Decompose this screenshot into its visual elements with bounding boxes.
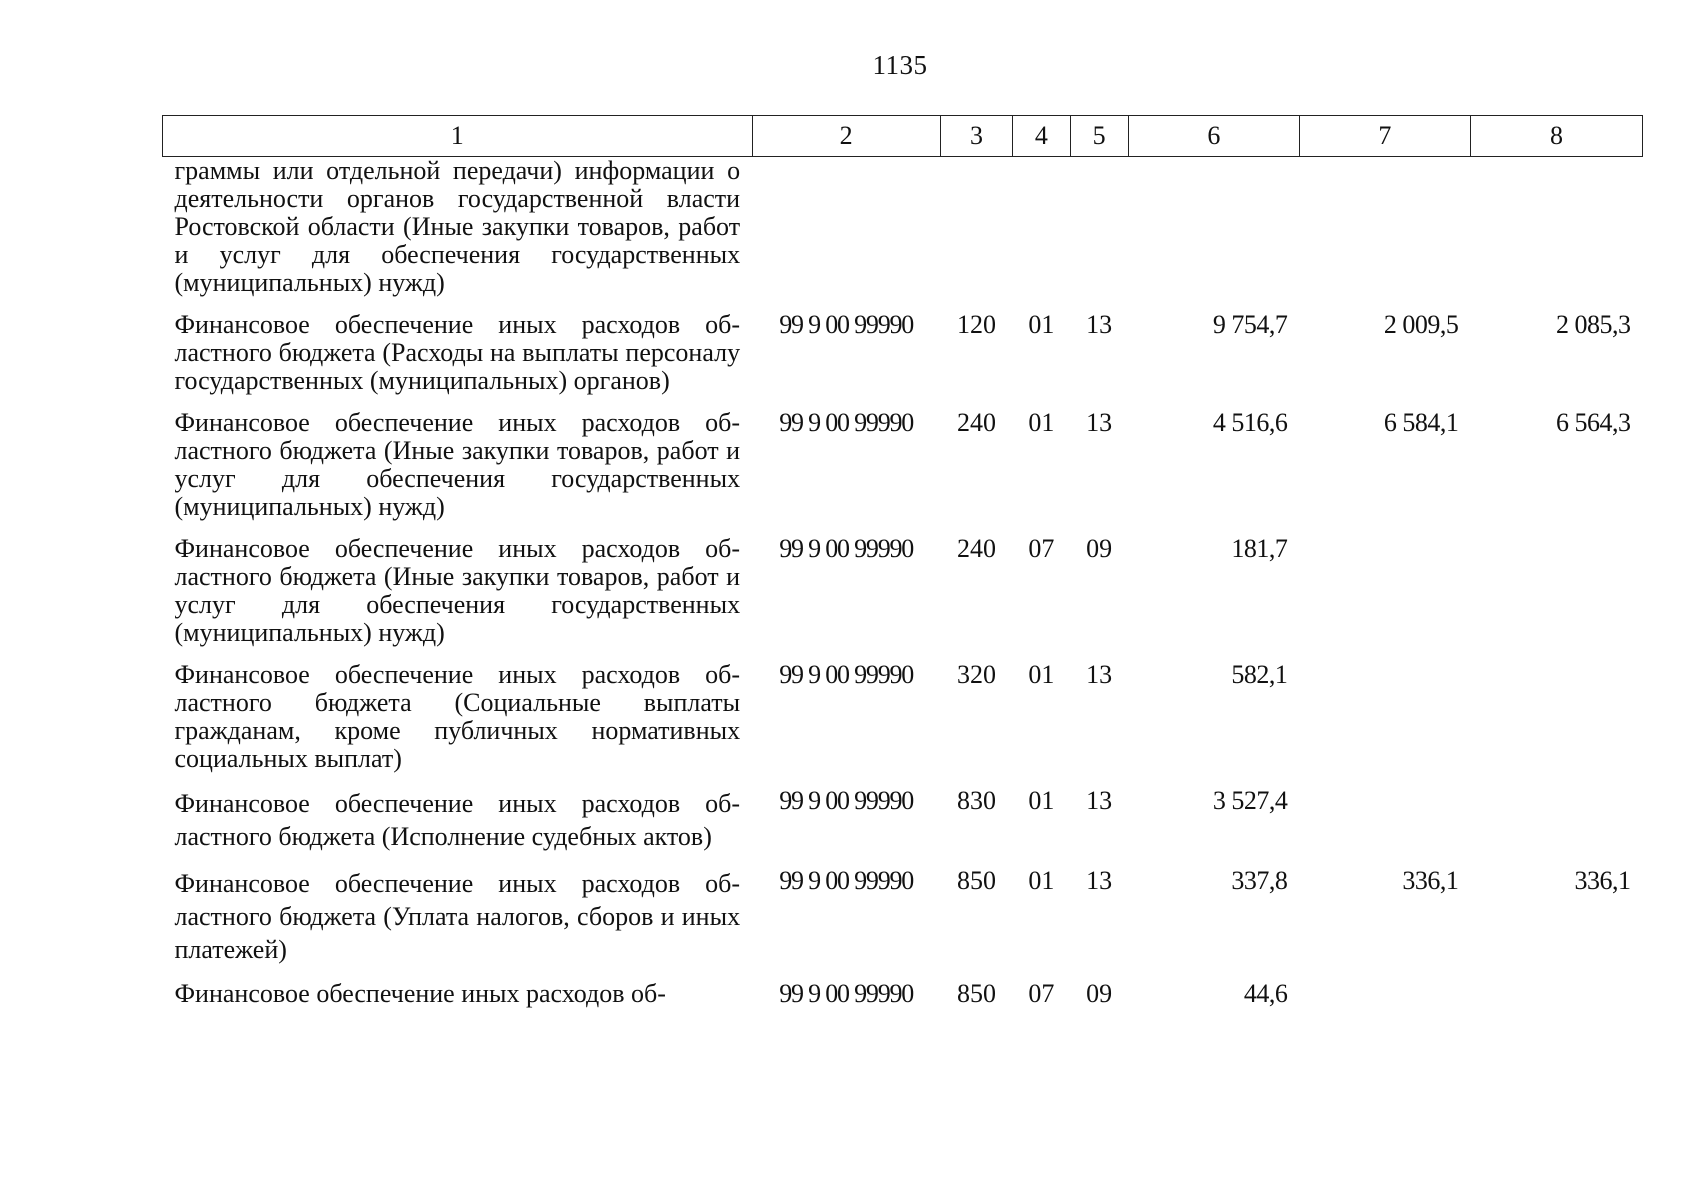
column-header-3: 3 xyxy=(940,116,1012,157)
row-expense-type: 120 xyxy=(956,310,996,339)
row-target-code: 99 9 00 99990 xyxy=(779,866,914,895)
row-section: 07 xyxy=(1028,979,1055,1008)
column-header-5: 5 xyxy=(1070,116,1128,157)
row-amount-1: 3 527,4 xyxy=(1212,786,1288,815)
row-amount-2 xyxy=(1299,978,1470,1020)
row-description: Финансовое обеспечение иных расходов областного бюджета (Иные закупки товаров, работ и услуг для обеспечения государственных (муниципальных) нужд) xyxy=(174,408,741,521)
row-target-code: 99 9 00 99990 xyxy=(779,408,914,437)
row-target-code xyxy=(752,157,940,310)
row-subsection xyxy=(1070,157,1128,310)
row-target-code: 99 9 00 99990 xyxy=(779,660,914,689)
table-header xyxy=(163,116,1643,157)
row-section: 01 xyxy=(1028,660,1055,689)
table-row xyxy=(163,978,1643,1020)
row-amount-3: 2 085,3 xyxy=(1556,310,1631,339)
row-amount-2 xyxy=(1299,659,1470,785)
column-header-2: 2 xyxy=(752,116,940,157)
row-expense-type: 240 xyxy=(956,534,996,563)
budget-table xyxy=(162,115,1643,1020)
row-section: 07 xyxy=(1028,534,1055,563)
column-header-8: 8 xyxy=(1470,116,1642,157)
row-amount-2 xyxy=(1299,533,1470,659)
row-expense-type: 850 xyxy=(956,866,996,895)
row-amount-3 xyxy=(1470,978,1642,1020)
row-amount-2: 6 584,1 xyxy=(1383,408,1459,437)
column-header-6: 6 xyxy=(1128,116,1299,157)
row-expense-type: 320 xyxy=(956,660,996,689)
row-expense-type: 850 xyxy=(956,979,996,1008)
row-description: граммы или отдельной передачи) информации о деятельности органов государственной власти Ростовской области (Иные закупки товаров, работ и услуг для обеспечения государственных (муниципальных) нужд) xyxy=(174,156,741,297)
table-row xyxy=(163,309,1643,407)
row-expense-type: 830 xyxy=(956,786,996,815)
row-amount-3: 6 564,3 xyxy=(1556,408,1631,437)
row-section: 01 xyxy=(1028,310,1055,339)
row-amount-3 xyxy=(1470,157,1642,310)
table-body xyxy=(163,157,1643,1021)
row-amount-2 xyxy=(1299,785,1470,865)
row-amount-1: 9 754,7 xyxy=(1212,310,1288,339)
table-row xyxy=(163,407,1643,533)
row-expense-type xyxy=(940,157,1012,310)
column-header-7: 7 xyxy=(1299,116,1470,157)
row-description: Финансовое обеспечение иных расходов областного бюджета (Социальные выплаты гражданам, кроме публичных нормативных социальных выплат) xyxy=(174,660,741,773)
row-description: Финансовое обеспечение иных расходов областного бюджета (Иные закупки товаров, работ и услуг для обеспечения государственных (муниципальных) нужд) xyxy=(174,534,741,647)
row-section: 01 xyxy=(1028,786,1055,815)
row-subsection: 13 xyxy=(1086,866,1113,895)
row-subsection: 09 xyxy=(1086,979,1113,1008)
row-amount-2: 336,1 xyxy=(1402,866,1459,895)
table-row xyxy=(163,157,1643,310)
row-amount-2: 2 009,5 xyxy=(1383,310,1459,339)
row-section xyxy=(1013,157,1070,310)
row-amount-3 xyxy=(1470,785,1642,865)
page-number: 1135 xyxy=(872,50,928,80)
header-row xyxy=(163,116,1643,157)
row-subsection: 13 xyxy=(1086,310,1113,339)
row-subsection: 13 xyxy=(1086,408,1113,437)
row-amount-1 xyxy=(1128,157,1299,310)
row-expense-type: 240 xyxy=(956,408,996,437)
column-header-1: 1 xyxy=(163,116,753,157)
row-amount-3: 336,1 xyxy=(1574,866,1631,895)
table-row xyxy=(163,785,1643,865)
row-section: 01 xyxy=(1028,866,1055,895)
row-description: Финансовое обеспечение иных расходов областного бюджета (Исполнение судебных актов) xyxy=(174,789,741,851)
row-description: Финансовое обеспечение иных расходов об- xyxy=(174,979,666,1008)
row-amount-1: 582,1 xyxy=(1231,660,1288,689)
row-subsection: 13 xyxy=(1086,786,1113,815)
table-row xyxy=(163,865,1643,978)
table-row xyxy=(163,533,1643,659)
row-amount-1: 44,6 xyxy=(1243,979,1288,1008)
row-subsection: 09 xyxy=(1086,534,1113,563)
row-target-code: 99 9 00 99990 xyxy=(779,786,914,815)
row-amount-1: 4 516,6 xyxy=(1212,408,1288,437)
row-description: Финансовое обеспечение иных расходов областного бюджета (Уплата налогов, сборов и иных платежей) xyxy=(174,869,741,964)
table-row xyxy=(163,659,1643,785)
row-amount-3 xyxy=(1470,659,1642,785)
row-target-code: 99 9 00 99990 xyxy=(779,534,914,563)
row-subsection: 13 xyxy=(1086,660,1113,689)
row-target-code: 99 9 00 99990 xyxy=(779,979,914,1008)
row-amount-1: 181,7 xyxy=(1231,534,1288,563)
row-description: Финансовое обеспечение иных расходов областного бюджета (Расходы на выплаты персоналу государственных (муниципальных) органов) xyxy=(174,310,741,395)
row-section: 01 xyxy=(1028,408,1055,437)
column-header-4: 4 xyxy=(1013,116,1070,157)
row-amount-1: 337,8 xyxy=(1231,866,1288,895)
row-amount-2 xyxy=(1299,157,1470,310)
row-amount-3 xyxy=(1470,533,1642,659)
row-target-code: 99 9 00 99990 xyxy=(779,310,914,339)
